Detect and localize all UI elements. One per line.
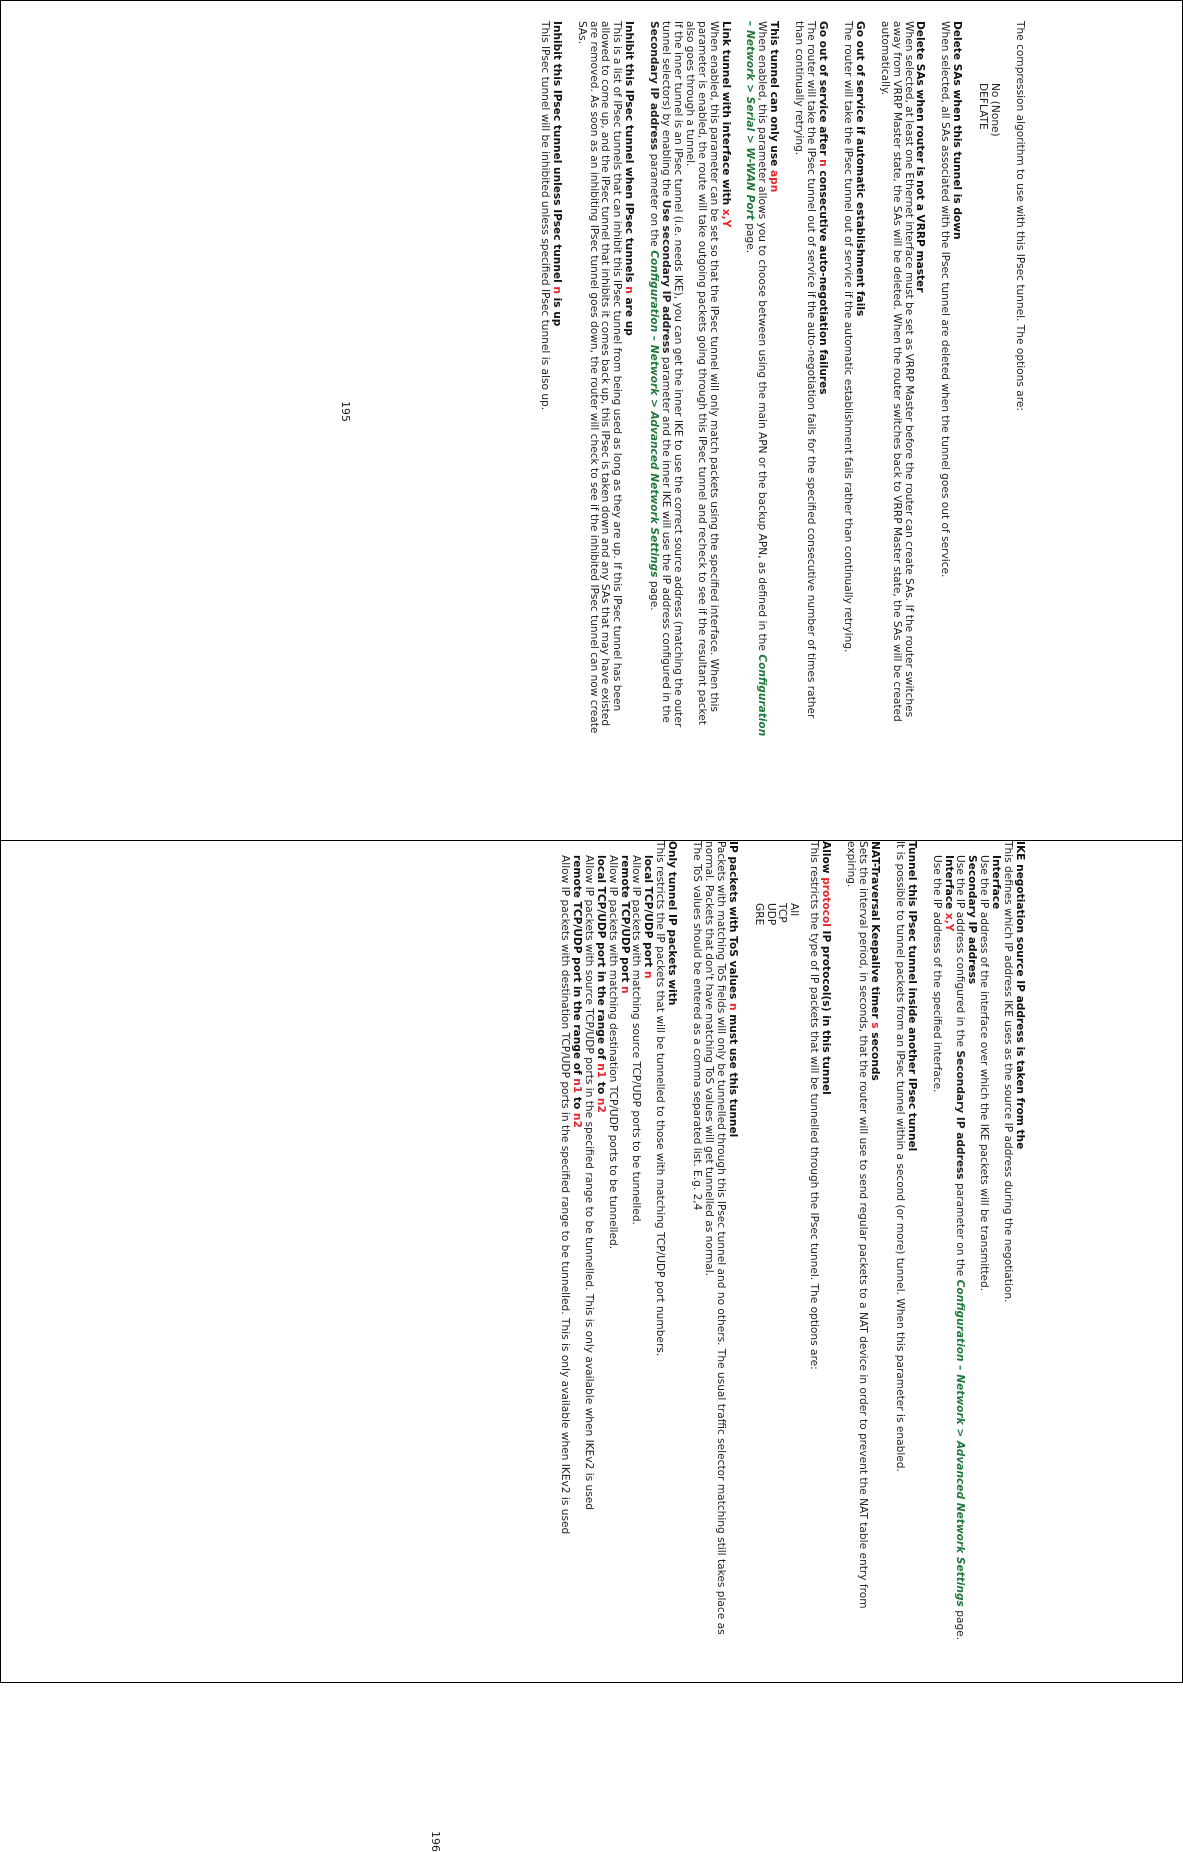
delete-sas-down-section [938, 21, 962, 741]
only-tunnel-text: This restricts the IP packets that will be tunnelled to those with matching TCP/UDP port numbers. [654, 841, 667, 1357]
delete-sas-vrrp-text: When selected, at least one Ethernet interface must be set as VRRP Master before the router can create SAs. If the router switches away from VRRP Master state, the SAs will be deleted. When the router switches back to VRRP Master state, the SAs will be created automatically. [878, 21, 915, 722]
inhibit-when-heading: Inhibit this IPsec tunnel when IPsec tunnels n are up [623, 21, 636, 336]
variable-protocol: protocol [820, 877, 833, 927]
tunnel-inside-heading: Tunnel this IPsec tunnel inside another IPsec tunnel [905, 841, 918, 1152]
only-apn-text: When enabled, this parameter allows you to choose between using the main APN or the backup APN, as defined in the Configuration – Network > Serial > W-WAN Port page. [744, 21, 769, 737]
local-port-option: local TCP/UDP port n Allow IP packets with matching source TCP/UDP ports to be tunnelled. [630, 855, 655, 1225]
link-iface-section [647, 21, 730, 741]
link-iface-text1: When enabled, this parameter can be set so that the IPsec tunnel will only match packets using the specified interface. When this parameter is enabled, the route will take outgoing packets going through this IPsec tunnel and recheck to see if the resultant packet also goes through a tunnel. [683, 21, 720, 725]
inhibit-when-text: This is a list of IPsec tunnels that can inhibit this IPsec tunnel from being used as long as they are up. If this IPsec tunnel has been allowed to come up, and the IPsec tunnel that inhibits it comes back up, this IPsec is taken down and any SAs that may have existed are removed. As soon as an inhibiting IPsec tunnel goes down, the router will check to see if the inhibited IPsec tunnel can now create SAs. [575, 21, 624, 734]
delete-sas-vrrp-section [878, 21, 926, 741]
page-number: 195 [339, 401, 352, 422]
remote-range-option: remote TCP/UDP port in the range of n1 to n2 Allow IP packets with destination TCP/UDP ports in the specified range to be tunnelled. This is only available when IKEv2 is used [559, 855, 583, 1535]
nat-keepalive-text: Sets the interval period, in seconds, that the router will use to send regular packets to a NAT device in order to prevent the NAT table entry from expiring. [845, 841, 870, 1609]
variable-n: n [726, 1002, 739, 1011]
link-iface-heading: Link tunnel with interface with x,Y [719, 21, 732, 228]
tunnel-inside-section [893, 841, 917, 1641]
page-196-sheet [0, 840, 1183, 1852]
ike-source-text: This defines which IP address IKE uses as the source IP address during the negotiation. [1002, 841, 1015, 1303]
interface-option: Interface Use the IP address of the interface over which the IKE packets will be transmitted. [978, 855, 1003, 1292]
variable-n: n [642, 970, 655, 979]
variable-n: n [623, 286, 636, 294]
oos-after-heading: Go out of service after n consecutive auto-negotiation failures [817, 21, 830, 395]
oos-auto-heading: Go out of service if automatic establishment fails [853, 21, 866, 317]
tos-heading: IP packets with ToS values n must use this tunnel [726, 841, 739, 1138]
option-none: No (None) [989, 83, 1002, 137]
compression-options [976, 21, 1000, 741]
variable-xy: x,Y [719, 208, 732, 228]
oos-after-section [792, 21, 828, 741]
variable-s: s [868, 1022, 881, 1029]
only-apn-heading: This tunnel can only use apn [768, 21, 781, 193]
delete-sas-down-text: When selected, all SAs associated with the IPsec tunnel are deleted when the tunnel goes out of service. [939, 21, 952, 578]
interface-xy-option: Interface x,Y Use the IP address of the specified interface. [930, 855, 955, 1093]
page-196-content [545, 841, 1025, 1641]
ike-source-heading: IKE negotiation source IP address is taken from the [1014, 841, 1026, 1150]
variable-apn: apn [768, 170, 781, 193]
variable-n: n [618, 985, 631, 994]
page-number: 196 [429, 1831, 442, 1852]
wwan-port-link[interactable]: Configuration – Network > Serial > W-WAN Port [744, 21, 769, 737]
advanced-network-settings-link[interactable]: Configuration – Network > Advanced Network Settings [954, 1279, 967, 1607]
option-udp: UDP [764, 903, 777, 926]
allow-protocol-heading: Allow protocol IP protocol(s) in this tunnel [820, 841, 833, 1095]
oos-auto-section [841, 21, 865, 741]
tos-text2: The ToS values should be entered as a comma separated list. E.g. 2,4 [691, 841, 704, 1211]
option-gre: GRE [752, 903, 765, 926]
variable-n: n [817, 159, 830, 167]
nat-keepalive-heading: NAT-Traversal Keepalive timer s seconds [868, 841, 881, 1081]
oos-auto-text: The router will take the IPsec tunnel out of service if the automatic establishment fails rather than continually retrying. [841, 21, 854, 653]
inhibit-unless-text: This IPsec tunnel will be inhibited unless specified IPsec tunnel is also up. [538, 21, 551, 411]
protocol-options [752, 841, 800, 1641]
oos-after-text: The router will take the IPsec tunnel out of service if the auto-negotiation fails for the specified consecutive number of times rather than continually retrying. [793, 21, 818, 719]
page-195-content [525, 21, 1025, 741]
only-apn-section [744, 21, 780, 741]
nat-keepalive-section [844, 841, 880, 1641]
only-tunnel-heading: Only tunnel IP packets with [666, 841, 679, 1006]
allow-protocol-section [752, 841, 831, 1641]
variable-n: n [550, 286, 563, 294]
advanced-network-settings-link[interactable]: Configuration – Network > Advanced Network Settings [648, 250, 661, 578]
allow-protocol-text: This restricts the type of IP packets that will be tunnelled through the IPsec tunnel. The options are: [808, 841, 821, 1370]
secondary-option: Secondary IP address Use the IP address configured in the Secondary IP address parameter on the Configuration – Network > Advanced Network Settings page. [954, 855, 979, 1641]
option-all: All [788, 903, 801, 917]
tos-text: Packets with matching ToS fields will only be tunnelled through this IPsec tunnel and no others. The usual traffic selector matching still takes place as normal. Packets that don't have matching ToS values will get tunnelled as normal. [702, 841, 727, 1635]
delete-sas-down-heading: Delete SAs when this tunnel is down [951, 21, 964, 240]
variable-xy: x,Y [942, 912, 955, 932]
only-tunnel-section [558, 841, 677, 1641]
option-deflate: DEFLATE [977, 83, 990, 130]
delete-sas-vrrp-heading: Delete SAs when router is not a VRRP master [914, 21, 927, 293]
local-range-option: local TCP/UDP port in the range of n1 to n2 Allow IP packets with source TCP/UDP ports in the specified range to be tunnelled. This is only available when IKEv2 is used [582, 855, 607, 1511]
compression-intro: The compression algorithm to use with this IPsec tunnel. The options are: [1014, 21, 1026, 411]
tunnel-inside-text: It is possible to tunnel packets from an IPsec tunnel within a second (or more) tunnel. When this parameter is enabled. [893, 841, 906, 1472]
inhibit-when-section [575, 21, 635, 741]
tos-section [690, 841, 738, 1641]
ike-source-section [930, 841, 1025, 1641]
inhibit-unless-heading: Inhibit this IPsec tunnel unless IPsec tunnel n is up [550, 21, 563, 327]
inhibit-unless-section [538, 21, 562, 741]
option-tcp: TCP [776, 903, 789, 923]
link-iface-text2: If the inner tunnel is an IPsec tunnel (i.e. needs IKE), you can get the inner IKE to use the correct source address (matching the outer tunnel selectors) by enabling the Use secondary IP address parameter and the inner IKE will use the IP address configured in the Secondary IP address parameter on the Configuration – Network > Advanced Network Settings page. [648, 21, 684, 728]
remote-port-option: remote TCP/UDP port n Allow IP packets with matching destination TCP/UDP ports to be tunnelled. [606, 855, 631, 1250]
page-195-sheet [0, 0, 1183, 841]
